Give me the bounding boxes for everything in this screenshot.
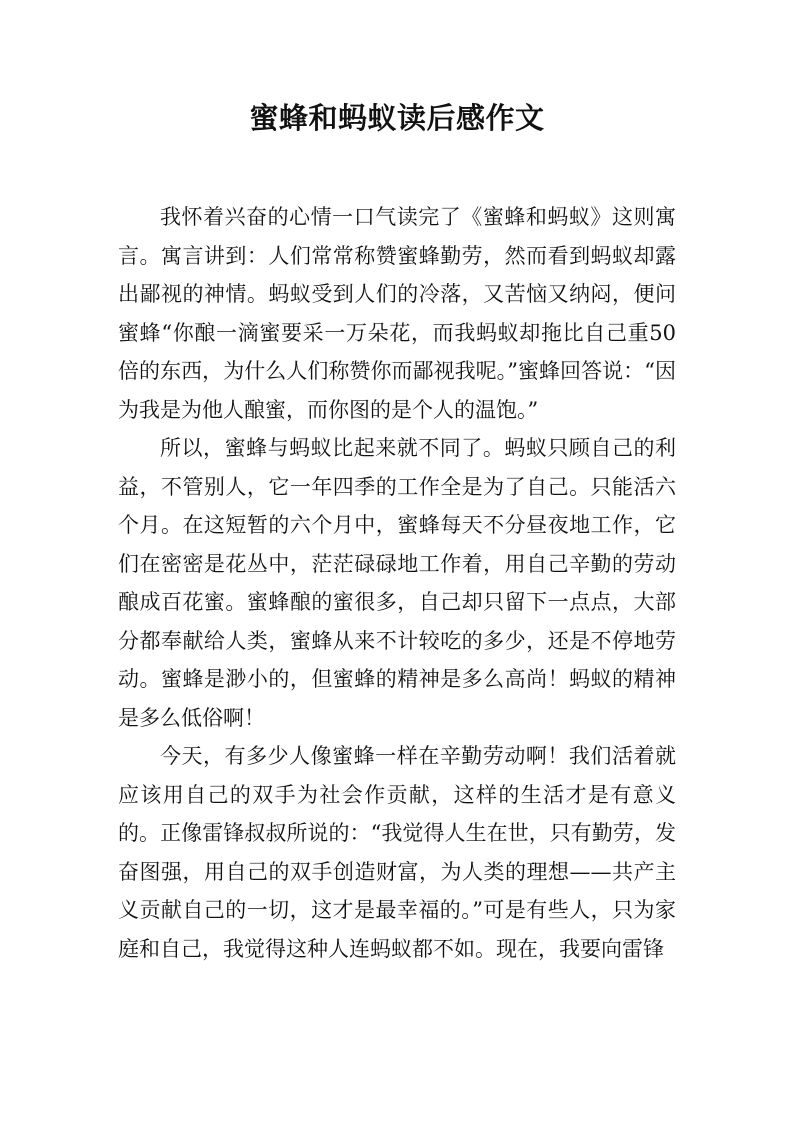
document-body bbox=[118, 198, 676, 968]
document-title: 蜜蜂和蚂蚁读后感作文 bbox=[249, 101, 545, 135]
paragraph-2: 所以，蜜蜂与蚂蚁比起来就不同了。蚂蚁只顾自己的利益，不管别人，它一年四季的工作全是为了自己。只能活六个月。在这短暂的六个月中，蜜蜂每天不分昼夜地工作，它们在密密是花丛中，茫茫碌碌地工作着，用自己辛勤的劳动酿成百花蜜。蜜蜂酿的蜜很多，自己却只留下一点点，大部分都奉献给人类，蜜蜂从来不计较吃的多少，还是不停地劳动。蜜蜂是渺小的，但蜜蜂的精神是多么高尚！蚂蚁的精神是多么低俗啊！ bbox=[118, 436, 676, 730]
paragraph-1: 我怀着兴奋的心情一口气读完了《蜜蜂和蚂蚁》这则寓言。寓言讲到：人们常常称赞蜜蜂勤劳，然而看到蚂蚁却露出鄙视的神情。蚂蚁受到人们的冷落，又苦恼又纳闷，便问蜜蜂“你酿一滴蜜要采一万朵花，而我蚂蚁却拖比自己重50倍的东西，为什么人们称赞你而鄙视我呢。”蜜蜂回答说：“因为我是为他人酿蜜，而你图的是个人的温饱。” bbox=[118, 205, 676, 422]
paragraph-3: 今天，有多少人像蜜蜂一样在辛勤劳动啊！我们活着就应该用自己的双手为社会作贡献，这样的生活才是有意义的。正像雷锋叔叔所说的：“我觉得人生在世，只有勤劳，发奋图强，用自己的双手创造财富，为人类的理想——共产主义贡献自己的一切，这才是最幸福的。”可是有些人，只为家庭和自己，我觉得这种人连蚂蚁都不如。现在，我要向雷锋 bbox=[118, 744, 676, 961]
